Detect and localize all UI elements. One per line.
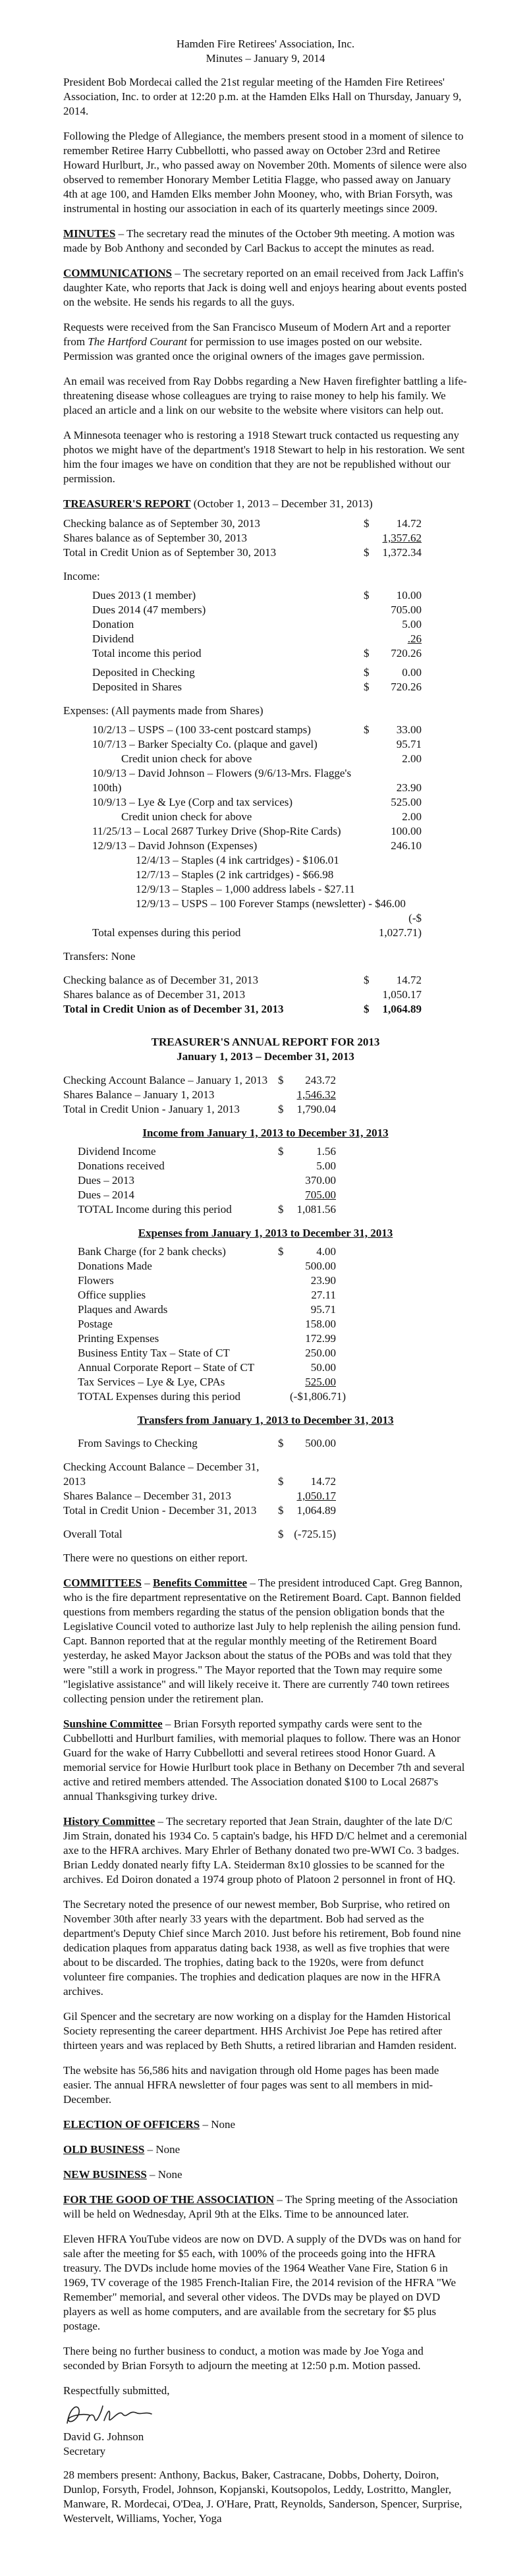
annual-opening-balances xyxy=(63,1073,468,1117)
ledger-amount: 100.00 xyxy=(391,825,422,837)
ledger-row xyxy=(63,1460,468,1489)
treasurer-sub-expenses xyxy=(63,853,468,911)
ledger-row xyxy=(92,680,468,694)
ledger-amount: 525.00 xyxy=(305,1376,336,1388)
spencer-paragraph: Gil Spencer and the secretary are now working on a display for the Hamden Historical Society representing the career department. HHS Archivist Joe Pepe has retired after thirteen years and was replaced by Beth Shutts, a retired librarian and Hamden resident. xyxy=(63,2010,457,2052)
ledger-row xyxy=(92,603,468,617)
ledger-label: Deposited in Shares xyxy=(92,681,182,693)
ledger-currency: $ xyxy=(278,1103,284,1115)
website-paragraph: The website has 56,586 hits and navigation through old Home pages has been made easier. The annual HFRA newsletter of four pages was sent to all members in mid-December. xyxy=(63,2064,439,2106)
history-text: – The secretary reported that Jean Strain, daughter of the late D/C Jim Strain, donated his 1934 Co. 5 captain's badge, his HFD D/C helmet and a ceremonial axe to the HFRA archives. Mary Ehrler of Bethany donated two pre-WWI Co. 3 badges. Brian Leddy donated nearly fifty LA. Steiderman 8x10 glossies to be scanned for the archives. Ed Doiron donated a 1974 group photo of Platoon 2 personnel in front of HQ. xyxy=(63,1815,468,1886)
ledger-row xyxy=(78,1259,468,1274)
ledger-label: Flowers xyxy=(78,1274,114,1287)
history-label: History Committee xyxy=(63,1815,155,1828)
expenses-label: Expenses: (All payments made from Shares) xyxy=(63,704,264,717)
ledger-currency: $ xyxy=(278,1145,284,1158)
ledger-currency: $ xyxy=(364,974,370,986)
ledger-row xyxy=(63,546,468,560)
treasurer-period: (October 1, 2013 – December 31, 2013) xyxy=(190,497,373,510)
ledger-label: Postage xyxy=(78,1318,113,1330)
ledger-label: Total income this period xyxy=(92,647,202,659)
ledger-label: Dues 2013 (1 member) xyxy=(92,589,196,602)
ledger-amount: 158.00 xyxy=(305,1318,336,1330)
ledger-label: 11/25/13 – Local 2687 Turkey Drive (Shop-Rite Cards) xyxy=(92,825,341,837)
ledger-label: 10/9/13 – David Johnson – Flowers (9/6/13-Mrs. Flagge's 100th) xyxy=(92,767,352,794)
ledger-amount: 0.00 xyxy=(402,666,422,679)
ledger-row xyxy=(92,911,468,940)
ledger-label: Checking balance as of September 30, 2013 xyxy=(63,517,260,530)
ledger-row xyxy=(78,1173,468,1188)
ledger-row xyxy=(92,810,468,824)
annual-transfer-row xyxy=(63,1436,468,1451)
ledger-row xyxy=(92,617,468,632)
annual-income-list xyxy=(63,1144,468,1217)
ledger-row xyxy=(92,646,468,661)
secretary-name: David G. Johnson xyxy=(63,2430,144,2443)
treasurer-heading xyxy=(63,497,468,511)
ledger-row xyxy=(92,665,468,680)
sub-expense-line: 12/7/13 – Staples (2 ink cartridges) - $66.98 xyxy=(136,868,334,881)
ledger-amount: 1,050.17 xyxy=(382,988,422,1001)
annual-income-title: Income from January 1, 2013 to December 31, 2013 xyxy=(142,1127,389,1139)
sub-expense-line: 12/9/13 – USPS – 100 Forever Stamps (newsletter) - $46.00 xyxy=(136,897,406,910)
ledger-row xyxy=(63,531,468,546)
adjourn-paragraph: There being no further business to conduct, a motion was made by Joe Yoga and seconded by Brian Forsyth to adjourn the meeting at 12:50 p.m. Motion passed. xyxy=(63,2345,424,2372)
ledger-currency: $ xyxy=(278,1245,284,1258)
benefits-committee-label: Benefits Committee xyxy=(153,1577,248,1589)
ledger-currency: $ xyxy=(364,1003,370,1015)
treasurer-expenses-total xyxy=(63,911,468,940)
ledger-currency: $ xyxy=(364,647,370,659)
ledger-label: Total in Credit Union - January 1, 2013 xyxy=(63,1103,240,1115)
ledger-row xyxy=(78,1360,468,1375)
ledger-label: Dues – 2014 xyxy=(78,1189,134,1201)
ledger-amount: 27.11 xyxy=(311,1289,336,1301)
ledger-row xyxy=(78,1331,468,1346)
treasurer-expenses-list xyxy=(63,723,468,853)
ledger-label: Overall Total xyxy=(63,1528,123,1540)
treasurer-income-list xyxy=(63,588,468,661)
ledger-currency: $ xyxy=(364,681,370,693)
ledger-currency: $ xyxy=(364,666,370,679)
ledger-amount: 500.00 xyxy=(305,1260,336,1272)
committees-label: COMMITTEES xyxy=(63,1577,142,1589)
ledger-label: Office supplies xyxy=(78,1289,146,1301)
ledger-label: Checking balance as of December 31, 2013 xyxy=(63,974,258,986)
ledger-label: Dues – 2013 xyxy=(78,1174,134,1187)
annual-expenses-title: Expenses from January 1, 2013 to December 31, 2013 xyxy=(138,1227,393,1239)
ledger-amount: 1,546.32 xyxy=(296,1088,336,1101)
ledger-amount: 525.00 xyxy=(391,796,422,808)
call-to-order-paragraph: President Bob Mordecai called the 21st regular meeting of the Hamden Fire Retirees' Association, Inc. to order at 12:20 p.m. at the Hamden Elks Hall on Thursday, January 9, 2014. xyxy=(63,76,462,117)
ledger-row xyxy=(92,632,468,646)
sunshine-paragraph xyxy=(63,1717,468,1804)
ledger-amount: 720.26 xyxy=(391,647,422,659)
ledger-label: Total expenses during this period xyxy=(92,926,241,939)
committees-paragraph: COMMITTEES – Benefits Committee – The president introduced Capt. Greg Bannon, who is the fire department representative on the Retirement Board. Capt. Bannon fielded questions from members regarding the status of the pension obligation bonds that the Legislative Council voted to authorize last July to help replenish the ailing pension fund. Capt. Bannon reported that at the regular monthly meeting of the Retirement Board yesterday, he asked Mayor Jackson about the status of the POBs and was told that they were "still a work in progress." The Mayor reported that the Town may require some "legislative assistance" and will likely receive it. There are currently 740 town retirees collecting pension under the retirement plan. xyxy=(63,1577,462,1705)
ledger-amount: 5.00 xyxy=(402,618,422,630)
history-paragraph xyxy=(63,1814,468,1887)
ledger-label: Total in Credit Union as of December 31, 2013 xyxy=(63,1003,284,1015)
treasurer-label: TREASURER'S REPORT xyxy=(63,497,191,510)
ledger-label: Shares balance as of December 31, 2013 xyxy=(63,988,246,1001)
ledger-label: Tax Services – Lye & Lye, CPAs xyxy=(78,1376,225,1388)
committees-text: – The president introduced Capt. Greg Bannon, who is the fire department representative on the Retirement Board. Capt. Bannon fielded questions from members regarding the status of the pension obligation bonds that the Legislative Council voted to authorize last July to help replenish the ailing pension fund. Capt. Bannon reported that at the regular monthly meeting of the Retirement Board yesterday, he asked Mayor Jackson about the status of the POBs and was told that they were "still a work in progress." The Mayor reported that the Town may require some "legislative assistance" and will likely receive it. There are currently 740 town retirees collecting pension under the retirement plan. xyxy=(63,1577,462,1705)
treasurer-deposits xyxy=(63,665,468,694)
ledger-row xyxy=(63,1102,468,1117)
pledge-paragraph: Following the Pledge of Allegiance, the members present stood in a moment of silence to remember Retiree Harry Cubbellotti, who passed away on October 23rd and Retiree Howard Hurlburt, Jr., who passed away on November 20th. Moments of silence were also observed to remember Honorary Member Letitia Flagge, who passed away on January 4th at age 100, and Hamden Elks member John Mooney, who, with Brian Forsyth, was instrumental in hosting our association in each of its quarterly meetings since 2009. xyxy=(63,130,467,215)
ledger-label: Dues 2014 (47 members) xyxy=(92,603,206,616)
org-name: Hamden Fire Retirees' Association, Inc. xyxy=(176,38,355,50)
ledger-row xyxy=(78,1346,468,1360)
ledger-amount: 14.72 xyxy=(310,1475,336,1488)
annual-report-period: January 1, 2013 – December 31, 2013 xyxy=(177,1050,354,1063)
ledger-row xyxy=(78,1144,468,1159)
old-business-text: – None xyxy=(144,2143,180,2156)
ledger-amount: 500.00 xyxy=(305,1437,336,1449)
ledger-amount: 1,357.62 xyxy=(382,532,422,544)
ledger-amount: 246.10 xyxy=(391,839,422,852)
ledger-row xyxy=(63,988,468,1002)
new-business-label: NEW BUSINESS xyxy=(63,2168,147,2181)
ledger-amount: 23.90 xyxy=(396,781,422,794)
ledger-label: Total in Credit Union as of September 30, 2013 xyxy=(63,546,277,559)
ledger-amount: 2.00 xyxy=(402,752,422,765)
ledger-label: Dividend Income xyxy=(78,1145,156,1158)
ledger-row xyxy=(92,795,468,810)
ledger-label: Dividend xyxy=(92,632,134,645)
ledger-amount: (-$1,806.71) xyxy=(290,1390,346,1403)
ledger-row xyxy=(78,1159,468,1173)
ledger-amount: .26 xyxy=(407,632,422,645)
attendance-paragraph: 28 members present: Anthony, Backus, Baker, Castracane, Dobbs, Doherty, Doiron, Dunlop, Forsyth, Frodel, Johnson, Kopjanski, Koutsopolos, Leddy, Lostritto, Mangler, Manware, R. Mordecai, O'Dea, J. O'Hare, Pratt, Reynolds, Sanderson, Spencer, Surprise, Westervelt, Williams, Yocher, Yoga xyxy=(63,2469,462,2525)
ledger-label: Credit union check for above xyxy=(121,810,252,823)
dvds-paragraph: Eleven HFRA YouTube videos are now on DVD. A supply of the DVDs was on hand for sale after the meeting for $5 each, with 100% of the proceeds going into the HFRA treasury. The DVDs include home movies of the 1964 Weather Vane Fire, Station 6 in 1969, TV coverage of the 1985 French-Italian Fire, the 2014 revision of the HFRA "We Remember" memorial, and several other videos. The DVDs may be played on DVD players as well as home computers, and are available from the secretary for $5 plus postage. xyxy=(63,2233,461,2332)
good-of-association-label: FOR THE GOOD OF THE ASSOCIATION xyxy=(63,2193,275,2206)
sunshine-label: Sunshine Committee xyxy=(63,1718,163,1730)
ledger-row xyxy=(78,1389,468,1404)
ledger-label: From Savings to Checking xyxy=(78,1437,198,1449)
communications-paragraph xyxy=(63,266,468,310)
ledger-amount: 172.99 xyxy=(305,1332,336,1345)
old-business-label: OLD BUSINESS xyxy=(63,2143,145,2156)
minutes-text: – The secretary read the minutes of the October 9th meeting. A motion was made by Bob Anthony and seconded by Carl Backus to accept the minutes as read. xyxy=(63,227,455,254)
courant-title: The Hartford Courant xyxy=(88,335,187,348)
sub-expense-line: 12/4/13 – Staples (4 ink cartridges) - $106.01 xyxy=(136,854,339,866)
ledger-row xyxy=(63,973,468,988)
ledger-currency: $ xyxy=(278,1504,284,1517)
ledger-row xyxy=(92,588,468,603)
ledger-row xyxy=(63,1088,468,1102)
ledger-label: Printing Expenses xyxy=(78,1332,159,1345)
ledger-label: Plaques and Awards xyxy=(78,1303,168,1316)
ledger-currency: $ xyxy=(278,1074,284,1086)
ledger-amount: 1,081.56 xyxy=(296,1203,336,1216)
ledger-row xyxy=(78,1302,468,1317)
good-of-association-paragraph xyxy=(63,2193,468,2222)
ledger-row xyxy=(78,1274,468,1288)
ledger-currency: $ xyxy=(278,1475,284,1488)
new-business-text: – None xyxy=(146,2168,182,2181)
secretary-title: Secretary xyxy=(63,2445,106,2457)
transfers-line: Transfers: None xyxy=(63,950,136,963)
ledger-amount: 14.72 xyxy=(396,974,422,986)
ledger-amount: (-725.15) xyxy=(294,1528,336,1540)
election-paragraph xyxy=(63,2117,468,2132)
minutes-label: MINUTES xyxy=(63,227,116,240)
ledger-row xyxy=(78,1188,468,1202)
ledger-row xyxy=(92,723,468,737)
ledger-amount: 33.00 xyxy=(396,723,422,736)
ledger-row xyxy=(92,737,468,752)
ledger-row xyxy=(92,766,468,795)
closing-regards: Respectfully submitted, xyxy=(63,2384,170,2397)
ledger-label: Deposited in Checking xyxy=(92,666,195,679)
ledger-label: TOTAL Expenses during this period xyxy=(78,1390,240,1403)
ledger-label: 10/9/13 – Lye & Lye (Corp and tax services) xyxy=(92,796,293,808)
ledger-label: Donations received xyxy=(78,1160,165,1172)
ledger-row xyxy=(78,1375,468,1389)
ledger-row xyxy=(63,1489,468,1503)
ledger-label: Shares balance as of September 30, 2013 xyxy=(63,532,247,544)
new-business-paragraph xyxy=(63,2168,468,2182)
good-of-association-text: – The Spring meeting of the Association will be held on Wednesday, April 9th at the Elks. Time to be announced later. xyxy=(63,2193,458,2220)
ledger-amount: 1,372.34 xyxy=(382,546,422,559)
ledger-row xyxy=(78,1288,468,1302)
ledger-label: Annual Corporate Report – State of CT xyxy=(78,1361,255,1374)
document-header xyxy=(63,37,468,66)
annual-report xyxy=(63,1035,468,1565)
minutes-date: Minutes – January 9, 2014 xyxy=(206,52,325,65)
ledger-label: Total in Credit Union - December 31, 2013 xyxy=(63,1504,257,1517)
ledger-currency: $ xyxy=(364,723,370,736)
ledger-label: Donations Made xyxy=(78,1260,152,1272)
ledger-label: Donation xyxy=(92,618,134,630)
annual-overall-total xyxy=(63,1527,468,1542)
ledger-row xyxy=(78,1202,468,1217)
ledger-currency: $ xyxy=(364,517,370,530)
requests-paragraph xyxy=(63,320,468,364)
ledger-amount: 1,064.89 xyxy=(296,1504,336,1517)
ledger-amount: 95.71 xyxy=(396,738,422,750)
ledger-amount: 2.00 xyxy=(402,810,422,823)
communications-label: COMMUNICATIONS xyxy=(63,267,172,279)
ledger-amount: 4.00 xyxy=(316,1245,336,1258)
ledger-amount: (-$ 1,027.71) xyxy=(378,912,422,939)
treasurer-opening-balances xyxy=(63,517,468,560)
minutes-paragraph xyxy=(63,227,468,256)
handwritten-signature xyxy=(63,2401,468,2430)
ledger-amount: 23.90 xyxy=(310,1274,336,1287)
ledger-row xyxy=(63,517,468,531)
ledger-amount: 370.00 xyxy=(305,1174,336,1187)
treasurer-closing-balances xyxy=(63,973,468,1017)
ledger-row xyxy=(63,1527,468,1542)
ledger-row xyxy=(78,1436,468,1451)
ledger-label: Checking Account Balance – January 1, 2013 xyxy=(63,1074,268,1086)
ledger-label: 12/9/13 – David Johnson (Expenses) xyxy=(92,839,258,852)
annual-closing-balances xyxy=(63,1460,468,1518)
old-business-paragraph xyxy=(63,2142,468,2157)
sub-expense-line: 12/9/13 – Staples – 1,000 address labels - $27.11 xyxy=(136,883,355,895)
ledger-label: Bank Charge (for 2 bank checks) xyxy=(78,1245,226,1258)
ledger-amount: 95.71 xyxy=(310,1303,336,1316)
ledger-label: TOTAL Income during this period xyxy=(78,1203,232,1216)
ledger-amount: 5.00 xyxy=(316,1160,336,1172)
ledger-row xyxy=(92,824,468,839)
ledger-amount: 1,790.04 xyxy=(296,1103,336,1115)
ledger-label: Checking Account Balance – December 31, 2013 xyxy=(63,1461,260,1488)
annual-report-title: TREASURER'S ANNUAL REPORT FOR 2013 xyxy=(151,1036,380,1048)
annual-expenses-list xyxy=(63,1245,468,1404)
ledger-currency: $ xyxy=(364,546,370,559)
ledger-currency: $ xyxy=(278,1437,284,1449)
requests-text-1: Requests were received from the San Francisco Museum of Modern Art and a reporter from xyxy=(63,321,451,348)
income-label: Income: xyxy=(63,570,100,582)
ledger-amount: 250.00 xyxy=(305,1347,336,1359)
ledger-amount: 14.72 xyxy=(396,517,422,530)
ledger-row xyxy=(78,1317,468,1331)
ledger-row xyxy=(78,1245,468,1259)
communications-text: – The secretary reported on an email received from Jack Laffin's daughter Kate, who reports that Jack is doing well and enjoys hearing about events posted on the website. He sends his regards to all the guys. xyxy=(63,267,467,308)
minnesota-paragraph: A Minnesota teenager who is restoring a 1918 Stewart truck contacted us requesting any photos we might have of the department's 1918 Stewart to help in his restoration. We sent him the four images we have on condition that they are not be republished without our permission. xyxy=(63,429,465,485)
ledger-currency: $ xyxy=(278,1203,284,1216)
surprise-paragraph: The Secretary noted the presence of our newest member, Bob Surprise, who retired on November 30th after nearly 33 years with the department. Bob had served as the department's Deputy Chief since March 2010. Just before his retirement, Bob found nine dedication plaques from apparatus dating back 1938, as well as five trophies that were about to be discarded. The trophies, dating back to the 1920s, were from defunct volunteer fire companies. The trophies and dedication plaques are now in the HFRA archives. xyxy=(63,1898,461,1998)
ledger-amount: 705.00 xyxy=(305,1189,336,1201)
ledger-amount: 10.00 xyxy=(396,589,422,602)
email-paragraph: An email was received from Ray Dobbs regarding a New Haven firefighter battling a life-threatening disease whose colleagues are trying to raise money to help his family. We placed an article and a link on our website to the website where visitors can help out. xyxy=(63,375,467,416)
ledger-label: Shares Balance – December 31, 2013 xyxy=(63,1490,231,1502)
ledger-row xyxy=(92,839,468,853)
election-text: – None xyxy=(200,2118,236,2131)
ledger-amount: 705.00 xyxy=(391,603,422,616)
election-label: ELECTION OF OFFICERS xyxy=(63,2118,200,2131)
ledger-row xyxy=(63,1503,468,1518)
no-questions-line: There were no questions on either report. xyxy=(63,1552,248,1564)
ledger-amount: 243.72 xyxy=(305,1074,336,1086)
ledger-amount: 50.00 xyxy=(310,1361,336,1374)
treasurer-report xyxy=(63,497,468,1017)
annual-transfers-title: Transfers from January 1, 2013 to December 31, 2013 xyxy=(137,1414,394,1426)
ledger-currency: $ xyxy=(278,1528,284,1540)
ledger-label: Shares Balance – January 1, 2013 xyxy=(63,1088,215,1101)
ledger-label: 10/7/13 – Barker Specialty Co. (plaque and gavel) xyxy=(92,738,318,750)
ledger-label: Credit union check for above xyxy=(121,752,252,765)
ledger-amount: 1,050.17 xyxy=(296,1490,336,1502)
ledger-label: Business Entity Tax – State of CT xyxy=(78,1347,230,1359)
ledger-row xyxy=(92,752,468,766)
ledger-label: 10/2/13 – USPS – (100 33-cent postcard stamps) xyxy=(92,723,311,736)
ledger-currency: $ xyxy=(364,589,370,602)
ledger-row xyxy=(63,1073,468,1088)
ledger-amount: 1.56 xyxy=(316,1145,336,1158)
signature-block xyxy=(63,2384,468,2459)
ledger-amount: 720.26 xyxy=(391,681,422,693)
ledger-amount: 1,064.89 xyxy=(382,1003,422,1015)
sunshine-text: – Brian Forsyth reported sympathy cards were sent to the Cubbellotti and Hurlburt families, with memorial plaques to follow. There was an Honor Guard for the wake of Harry Cubbellotti and several retirees stood Honor Guard. A memorial service for Howie Hurlburt took place in Bethany on December 7th and several active and retired members attended. The Association donated $100 to Local 2687's annual Thanksgiving turkey drive. xyxy=(63,1718,465,1803)
ledger-row xyxy=(63,1002,468,1017)
requests-text-2: for permission to use images posted on our website. Permission was granted once the original owners of the images gave permission. xyxy=(63,335,425,362)
